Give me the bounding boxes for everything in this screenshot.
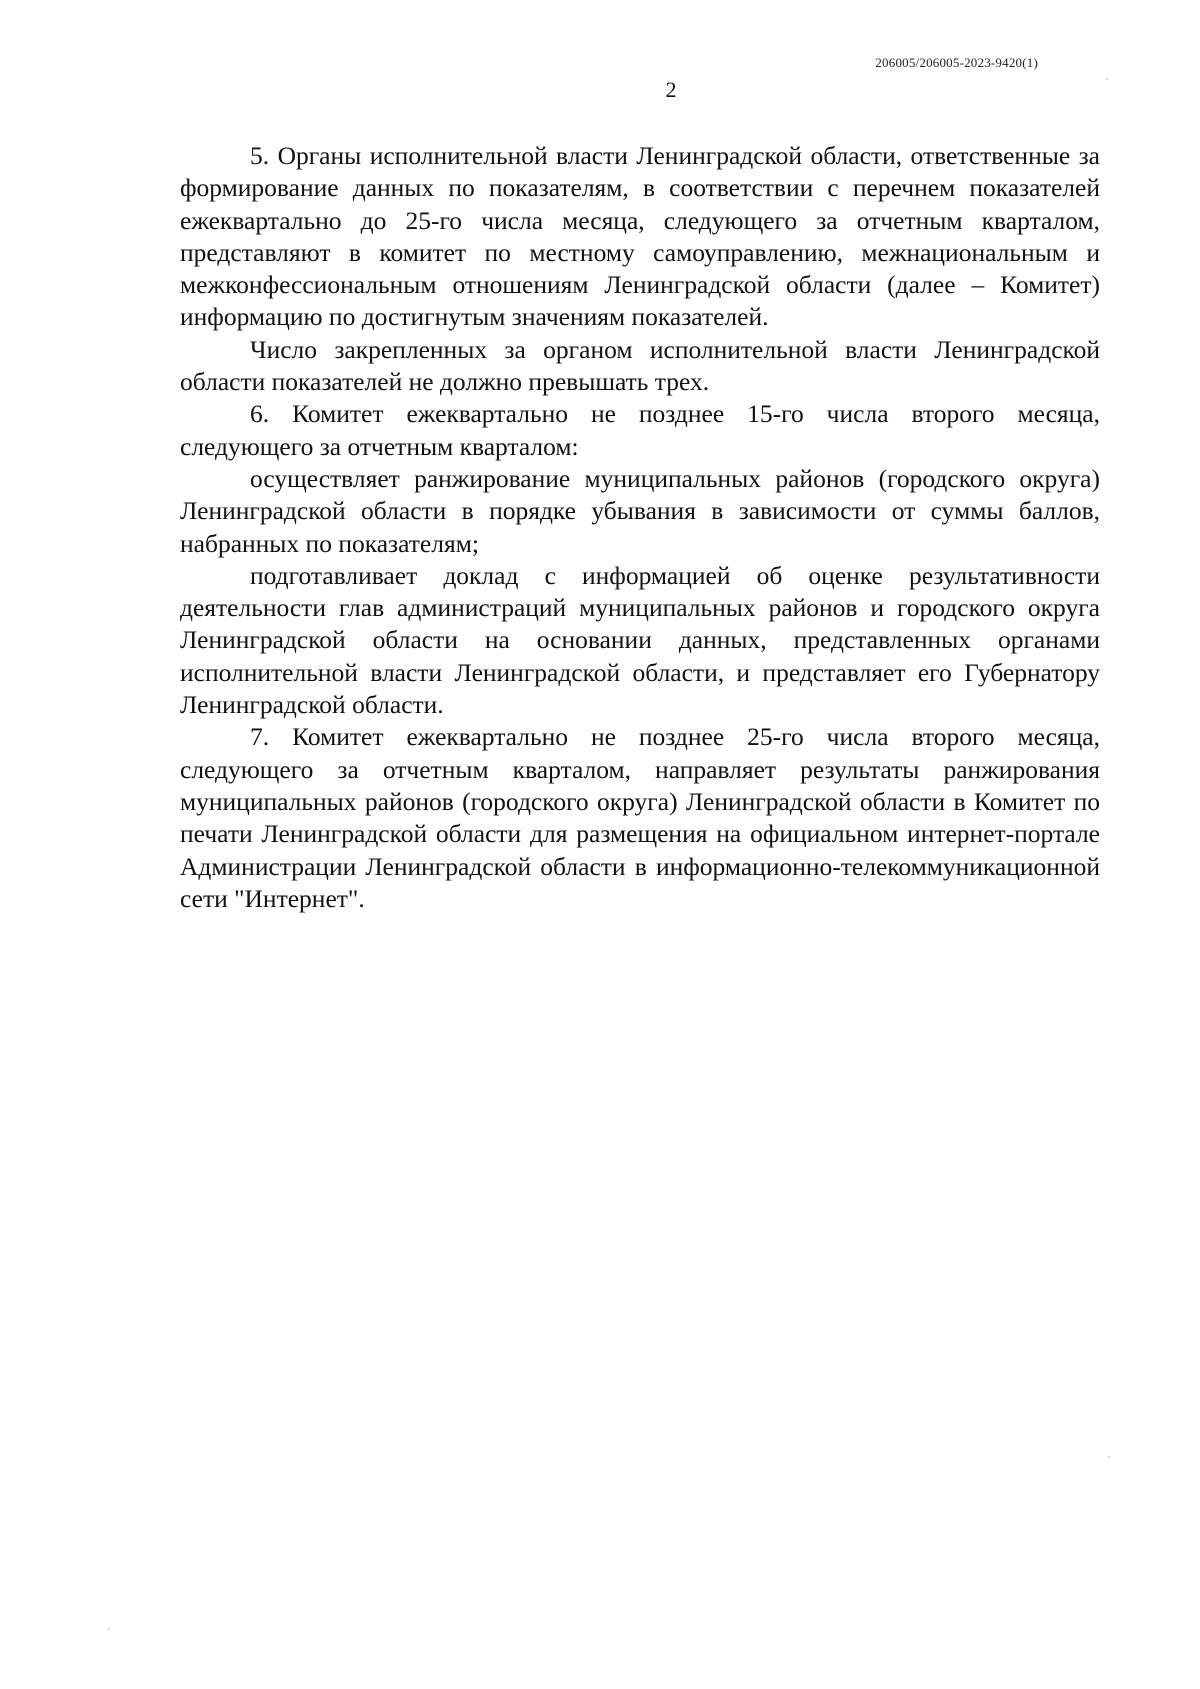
scan-speck	[1106, 78, 1108, 80]
paragraph-report: подготавливает доклад с информацией об оценке результативности деятельности глав администраций муниципальных районов и городского округа Ленинградской области на основании данных, представленных органами исполнительной власти Ленинградской области, и представляет его Губернатору Ленинградской области.	[180, 560, 1100, 720]
document-registration-number: 206005/206005-2023-9420(1)	[875, 55, 1038, 70]
scan-speck	[1108, 1456, 1110, 1458]
page-number: 2	[665, 77, 677, 102]
document-body	[180, 140, 1100, 915]
paragraph-ranking: осуществляет ранжирование муниципальных районов (городского округа) Ленинградской области в порядке убывания в зависимости от суммы баллов, набранных по показателям;	[180, 463, 1100, 558]
paragraph-indicator-limit: Число закрепленных за органом исполнительной власти Ленинградской области показателей не должно превышать трех.	[180, 334, 1100, 397]
paragraph-item-7: 7. Комитет ежеквартально не позднее 25-го числа второго месяца, следующего за отчетным кварталом, направляет результаты ранжирования муниципальных районов (городского округа) Ленинградской области в Комитет по печати Ленинградской области для размещения на официальном интернет-портале Администрации Ленинградской области в информационно-телекоммуникационной сети "Интернет".	[180, 722, 1100, 913]
paragraph-item-5: 5. Органы исполнительной власти Ленинградской области, ответственные за формирование данных по показателям, в соответствии с перечнем показателей ежеквартально до 25-го числа месяца, следующего за отчетным кварталом, представляют в комитет по местному самоуправлению, межнациональным и межконфессиональным отношениям Ленинградской области (далее – Комитет) информацию по достигнутым значениям показателей.	[180, 141, 1100, 332]
paragraph-item-6: 6. Комитет ежеквартально не позднее 15-го числа второго месяца, следующего за отчетным кварталом:	[180, 399, 1100, 461]
scan-speck	[108, 1628, 110, 1630]
